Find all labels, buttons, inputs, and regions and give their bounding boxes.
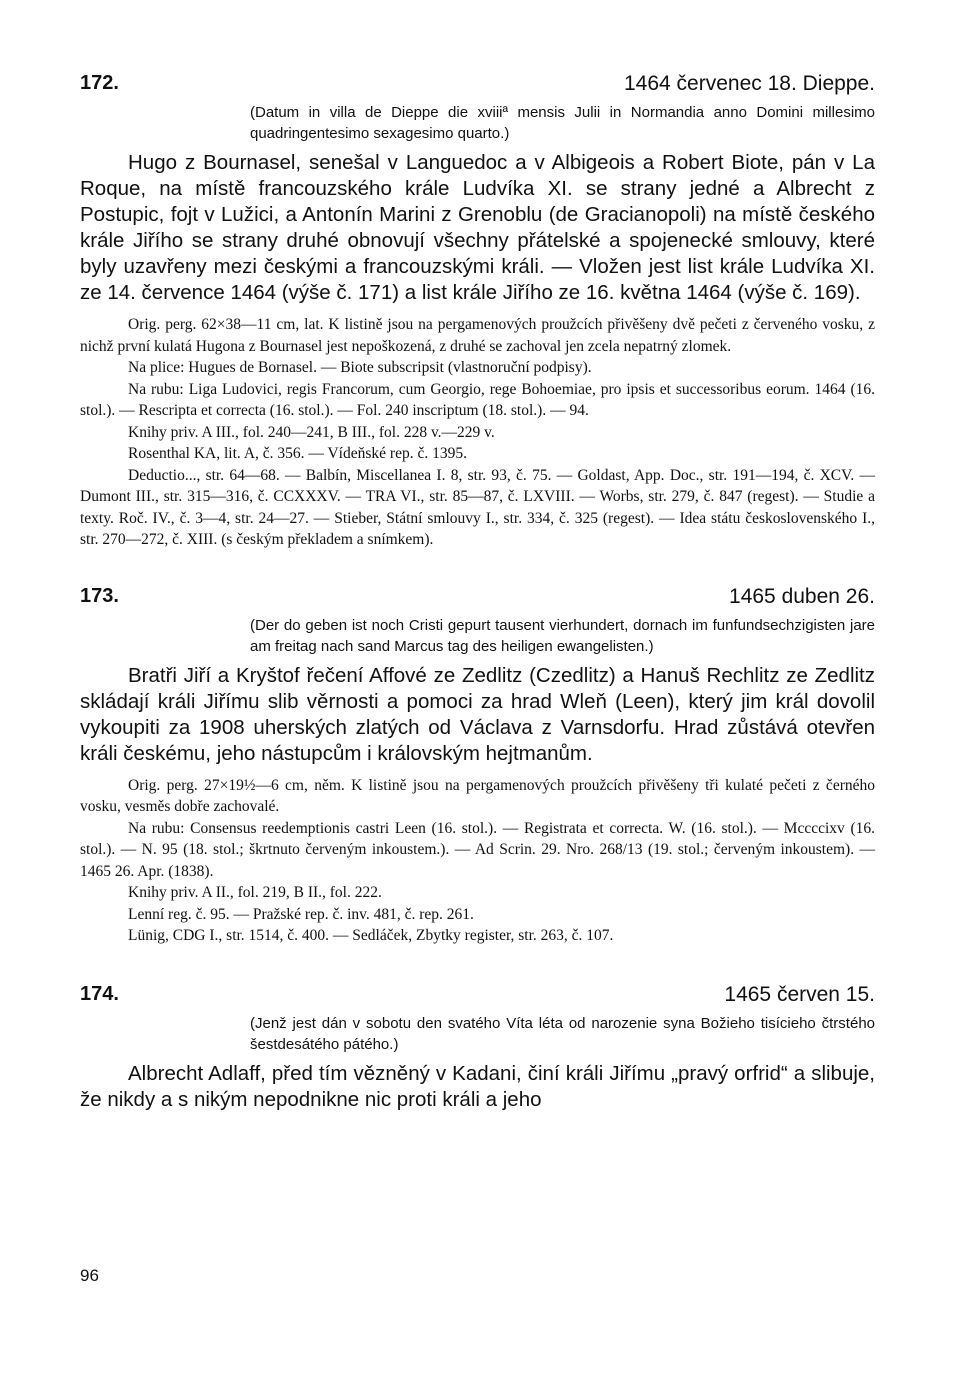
entry-172 (80, 72, 875, 551)
dating-clause: (Der do geben ist noch Cristi gepurt tausent vierhundert, dornach im funfundsechzigisten jare am freitag nach sand Marcus tag des heiligen ewangelisten.) (250, 616, 875, 655)
document-page (80, 72, 875, 1113)
note-verso: Na rubu: Liga Ludovici, regis Francorum, cum Georgio, rege Bohoemiae, pro ipsis et successoribus eorum. 1464 (16. stol.). — Rescripta et correcta (16. stol.). — Fol. 240 inscriptum (18. stol.). — 94. (80, 380, 875, 419)
note-literature: Lünig, CDG I., str. 1514, č. 400. — Sedláček, Zbytky register, str. 263, č. 107. (128, 927, 614, 944)
entry-173 (80, 585, 875, 947)
note-copies: Knihy priv. A III., fol. 240—241, B III., fol. 228 v.—229 v. (128, 423, 495, 441)
entry-header (80, 72, 875, 102)
entry-number: 172. (80, 72, 119, 94)
entry-date: 1464 červenec 18. Dieppe. (623, 72, 875, 95)
notes-block (80, 314, 875, 551)
entry-number: 173. (80, 584, 119, 607)
page-number: 96 (80, 1266, 99, 1285)
regest-text: Bratři Jiří a Kryštof řečení Affové ze Zedlitz (Czedlitz) a Hanuš Rechlitz ze Zedlitz skládají králi Jiřímu slib věrnosti a pomoci za hrad Wleň (Leen), který jim král dovolil vykoupiti za 1908 uherských zlatých od Václava z Varnsdorfu. Hrad zůstává otevřen králi českému, jeho nástupcům i královským hejtmanům. (80, 663, 875, 765)
notes-block (80, 775, 875, 947)
note-original: Orig. perg. 27×19½—6 cm, něm. K listině jsou na pergamenových proužcích přivěšeny tři kulaté pečeti z černého vosku, vesměs dobře zachovalé. (80, 776, 875, 815)
note-copies: Knihy priv. A II., fol. 219, B II., fol. 222. (128, 884, 382, 901)
entry-header (80, 983, 875, 1013)
note-verso: Na rubu: Consensus reedemptionis castri Leen (16. stol.). — Registrata et correcta. W. (16. stol.). — Mccccixv (16. stol.). — N. 95 (18. stol.; škrtnuto červeným inkoustem.). — Ad Scrin. 29. Nro. 268/13 (19. stol.; červeným inkoustem). — 1465 26. Apr. (1838). (80, 819, 875, 880)
note-repertory: Lenní reg. č. 95. — Pražské rep. č. inv. 481, č. rep. 261. (128, 905, 474, 923)
dating-clause: (Jenž jest dán v sobotu den svatého Víta léta od narozenie syna Božieho tisícieho čtrstého šestdesátého pátého.) (250, 1014, 875, 1053)
entry-header (80, 585, 875, 615)
regest-text: Albrecht Adlaff, před tím vězněný v Kadani, činí králi Jiřímu „pravý orfrid“ a slibuje, že nikdy a s nikým nepodnikne nic proti králi a jeho (80, 1061, 875, 1111)
dating-clause: (Datum in villa de Dieppe die xviiiª mensis Julii in Normandia anno Domini millesimo quadringentesimo sexagesimo quarto.) (250, 104, 875, 142)
entry-date: 1465 duben 26. (729, 584, 875, 608)
note-original: Orig. perg. 62×38—11 cm, lat. K listině jsou na pergamenových proužcích přivěšeny dvě pečeti z červeného vosku, z nichž první kulatá Hugona z Bournasel jest nepoškozená, z druhé se zachoval jen zcela nepatrný zlomek. (80, 316, 875, 355)
regest-text: Hugo z Bournasel, senešal v Languedoc a v Albigeois a Robert Biote, pán v La Roque, na místě francouzského krále Ludvíka XI. se strany jedné a Albrecht z Postupic, fojt v Lužici, a Antonín Marini z Grenoblu (de Gracianopoli) na místě českého krále Jiřího se strany druhé obnovují všechny přátelské a spojenecké smlouvy, které byly uzavřeny mezi českými a francouzskými králi. — Vložen jest list krále Ludvíka XI. ze 14. července 1464 (výše č. 171) a list krále Jiřího ze 16. května 1464 (výše č. 169). (80, 151, 875, 304)
entry-number: 174. (80, 982, 119, 1005)
entry-174 (80, 983, 875, 1113)
note-repertory: Rosenthal KA, lit. A, č. 356. — Vídeňské rep. č. 1395. (128, 445, 467, 462)
note-plica: Na plice: Hugues de Bornasel. — Biote subscripsit (vlastnoruční podpisy). (128, 359, 592, 376)
entry-date: 1465 červen 15. (724, 982, 875, 1006)
note-literature: Deductio..., str. 64—68. — Balbín, Miscellanea I. 8, str. 93, č. 75. — Goldast, App. Doc., str. 191—194, č. XCV. — Dumont III., str. 315—316, č. CCXXXV. — TRA VI., str. 85—87, č. LXVIII. — Worbs, str. 279, č. 847 (regest). — Studie a texty. Roč. IV., č. 3—4, str. 24—27. — Stieber, Státní smlouvy I., str. 334, č. 325 (regest). — Idea státu československého I., str. 270—272, č. XIII. (s českým překladem a snímkem). (80, 466, 875, 548)
